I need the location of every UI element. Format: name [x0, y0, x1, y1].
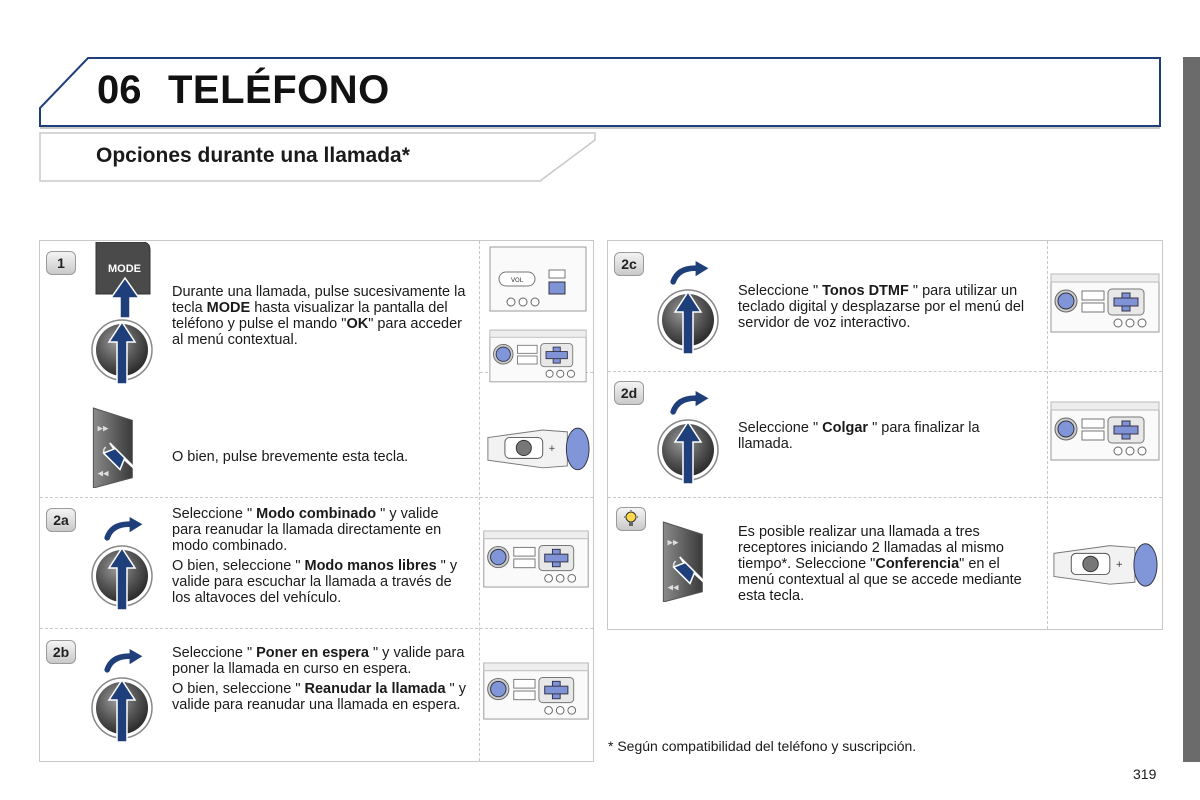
steering-stalk-icon	[652, 520, 726, 602]
svg-text:VOL: VOL	[511, 277, 524, 284]
footnote: * Según compatibilidad del teléfono y suscripción.	[608, 738, 917, 754]
stalk-side-illustration	[1052, 534, 1158, 592]
chapter-title: TELÉFONO	[168, 68, 390, 112]
radio-panel-illustration	[489, 246, 587, 312]
control-knob-icon	[88, 296, 158, 390]
radio-panel-illustration	[1050, 400, 1160, 462]
step-2c-text: Seleccione " Tonos DTMF " para utilizar un teclado digital y desplazarse por el menú del servidor de voz interactivo.	[738, 283, 1025, 331]
step-badge-2b: 2b	[46, 640, 76, 664]
step-badge-1: 1	[46, 251, 76, 275]
page-number: 319	[1133, 766, 1157, 782]
radio-panel-illustration	[489, 326, 587, 386]
control-knob-icon	[88, 654, 158, 748]
tip-badge	[616, 507, 646, 531]
step-1-text: Durante una llamada, pulse sucesivamente la tecla MODE hasta visualizar la pantalla del teléfono y pulse el mando "OK" para acceder al menú contextual.	[172, 284, 466, 348]
radio-panel-illustration	[1050, 272, 1160, 334]
step-badge-2d: 2d	[614, 381, 644, 405]
stalk-side-illustration	[486, 418, 590, 476]
mode-key-label: MODE	[108, 263, 141, 275]
radio-panel-illustration	[482, 662, 590, 720]
chapter-number: 06	[97, 68, 142, 112]
lightbulb-icon	[623, 510, 639, 528]
section-title: Opciones durante una llamada*	[96, 144, 410, 167]
step-2a-text: Seleccione " Modo combinado " y valide para reanudar la llamada directamente en modo combinado. O bien, seleccione " Modo manos libres " y valide para escuchar la llamada a través de los altavoces del vehículo.	[172, 506, 458, 606]
control-knob-icon	[654, 396, 724, 490]
step-badge-2a: 2a	[46, 508, 76, 532]
chapter-side-tab	[1183, 57, 1200, 762]
control-knob-icon	[654, 266, 724, 360]
radio-panel-illustration	[482, 530, 590, 588]
tip-text: Es posible realizar una llamada a tres receptores iniciando 2 llamadas al mismo tiempo*. Seleccione "Conferencia" en el menú contextual al que se accede mediante esta tecla.	[738, 524, 1022, 604]
step-badge-2c: 2c	[614, 252, 644, 276]
step-2d-text: Seleccione " Colgar " para finalizar la llamada.	[738, 420, 980, 452]
steering-stalk-icon	[82, 406, 156, 488]
step-1-alt-text: O bien, pulse brevemente esta tecla.	[172, 449, 409, 465]
step-2b-text: Seleccione " Poner en espera " y valide para poner la llamada en curso en espera. O bien, seleccione " Reanudar la llamada " y valide para reanudar una llamada en espera.	[172, 645, 466, 713]
control-knob-icon	[88, 522, 158, 616]
